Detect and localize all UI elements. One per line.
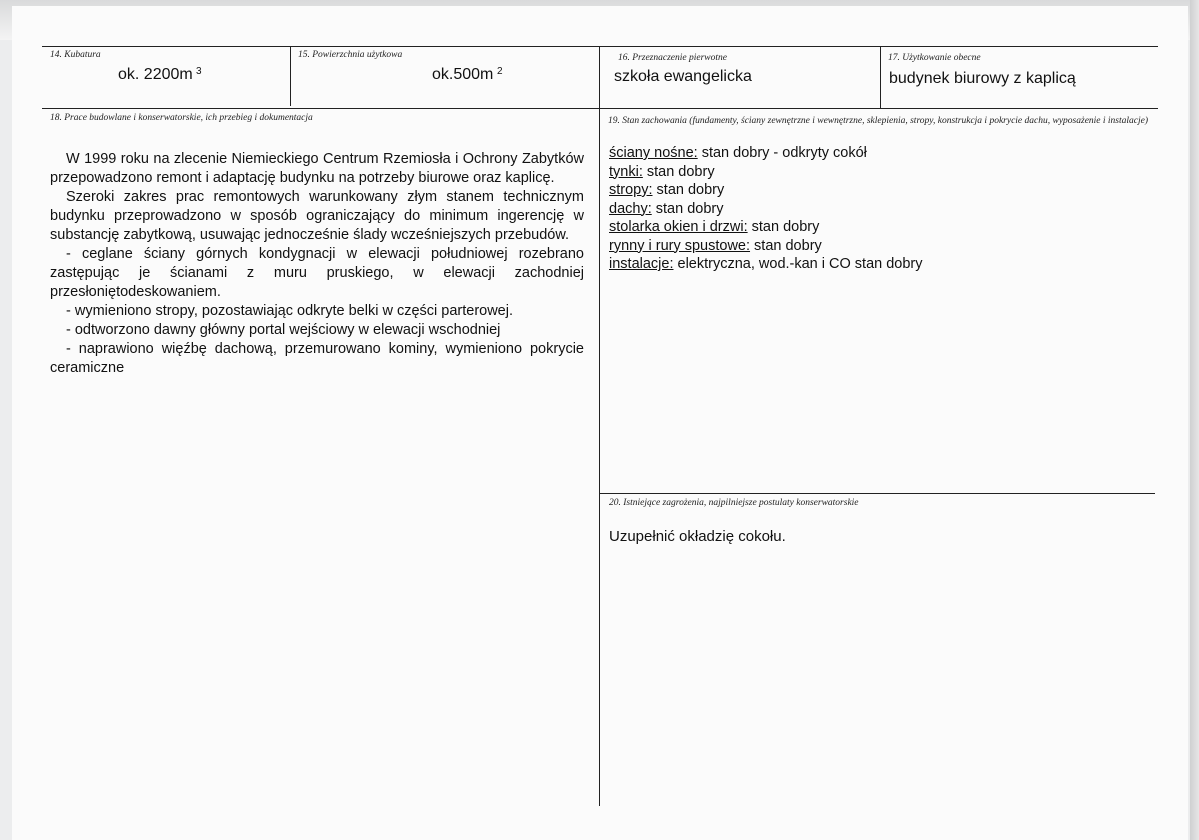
condition-item-key: stolarka okien i drzwi: xyxy=(609,219,748,235)
col-divider-1 xyxy=(290,46,291,106)
section-19-list xyxy=(609,144,923,274)
field-14-label: 14. Kubatura xyxy=(50,50,101,60)
form-sheet xyxy=(12,6,1188,840)
section20-rule xyxy=(599,493,1155,494)
section-18-paragraph: - wymieniono stropy, pozostawiając odkryte belki w części parterowej. xyxy=(66,303,513,319)
condition-item xyxy=(609,144,923,163)
condition-item-value: stan dobry xyxy=(652,182,725,198)
row-rule xyxy=(42,108,1158,109)
col-divider-3 xyxy=(880,46,881,108)
section-18-paragraph: - ceglane ściany górnych kondygnacji w elewacji południowej rozebrano zastępując je ścianami z muru pruskiego, w elewacji zachodniej przesłoniętodeskowaniem. xyxy=(50,246,584,300)
field-15-unit-exponent: 2 xyxy=(497,66,503,77)
scan-right-edge xyxy=(1190,0,1199,840)
condition-item-value: stan dobry xyxy=(651,200,724,217)
condition-item-key: instalacje: xyxy=(609,256,674,272)
condition-item-value: stan dobry xyxy=(747,219,820,235)
field-15-value: ok.500m xyxy=(432,66,494,83)
condition-item xyxy=(609,218,923,237)
condition-item-value: stan dobry xyxy=(642,163,715,180)
field-17-label: 17. Użytkowanie obecne xyxy=(888,53,981,63)
condition-item-key: tynki: xyxy=(609,163,643,180)
condition-item-value: stan dobry xyxy=(750,237,822,254)
section-19-label: 19. Stan zachowania (fundamenty, ściany zewnętrzne i wewnętrzne, sklepienia, stropy, konstrukcja i pokrycie dachu, wyposażenie i instalacje) xyxy=(608,116,1149,126)
section-18-label: 18. Prace budowlane i konserwatorskie, ich przebieg i dokumentacja xyxy=(50,113,313,123)
top-rule xyxy=(42,46,1158,47)
field-15-label: 15. Powierzchnia użytkowa xyxy=(298,50,403,60)
condition-item xyxy=(609,163,923,182)
field-14-value: ok. 2200m xyxy=(118,66,193,83)
section-18-paragraph: W 1999 roku na zlecenie Niemieckiego Centrum Rzemiosła i Ochrony Zabytków przepowadzono remont i adaptację budynku na potrzeby biurowe oraz kaplicę. xyxy=(50,151,584,186)
condition-item-key: rynny i rury spustowe: xyxy=(609,237,751,254)
section-20-label: 20. Istniejące zagrożenia, najpilniejsze postulaty konserwatorskie xyxy=(609,498,859,508)
field-17-value: budynek biurowy z kaplicą xyxy=(889,70,1076,87)
field-14-unit-exponent: 3 xyxy=(196,66,202,77)
condition-item-value: stan dobry - odkryty cokół xyxy=(697,145,867,161)
condition-item-key: stropy: xyxy=(609,182,653,198)
condition-item xyxy=(609,255,923,274)
condition-item xyxy=(609,237,923,256)
section-18-paragraph: - odtworzono dawny główny portal wejściowy w elewacji wschodniej xyxy=(66,322,501,338)
col-divider-main xyxy=(599,46,600,806)
section-18-paragraph: Szeroki zakres prac remontowych warunkowany złym stanem technicznym budynku przeprowadzono w sposób ograniczający do minimum ingerencję w substancję zabytkową, usuwając jednocześnie ślady wcześniejszych przebudów. xyxy=(50,189,584,243)
condition-item xyxy=(609,200,923,219)
condition-item-value: elektryczna, wod.-kan i CO stan dobry xyxy=(673,256,923,272)
section-20-text: Uzupełnić okładzię cokołu. xyxy=(609,528,786,545)
field-16-label: 16. Przeznaczenie pierwotne xyxy=(618,53,727,63)
condition-item-key: ściany nośne: xyxy=(609,145,698,161)
condition-item-key: dachy: xyxy=(609,200,652,217)
section-18-text xyxy=(50,150,584,378)
condition-item xyxy=(609,181,923,200)
field-16-value: szkoła ewangelicka xyxy=(614,68,752,85)
section-18-paragraph: - naprawiono więźbę dachową, przemurowano kominy, wymieniono pokrycie ceramiczne xyxy=(50,341,584,376)
